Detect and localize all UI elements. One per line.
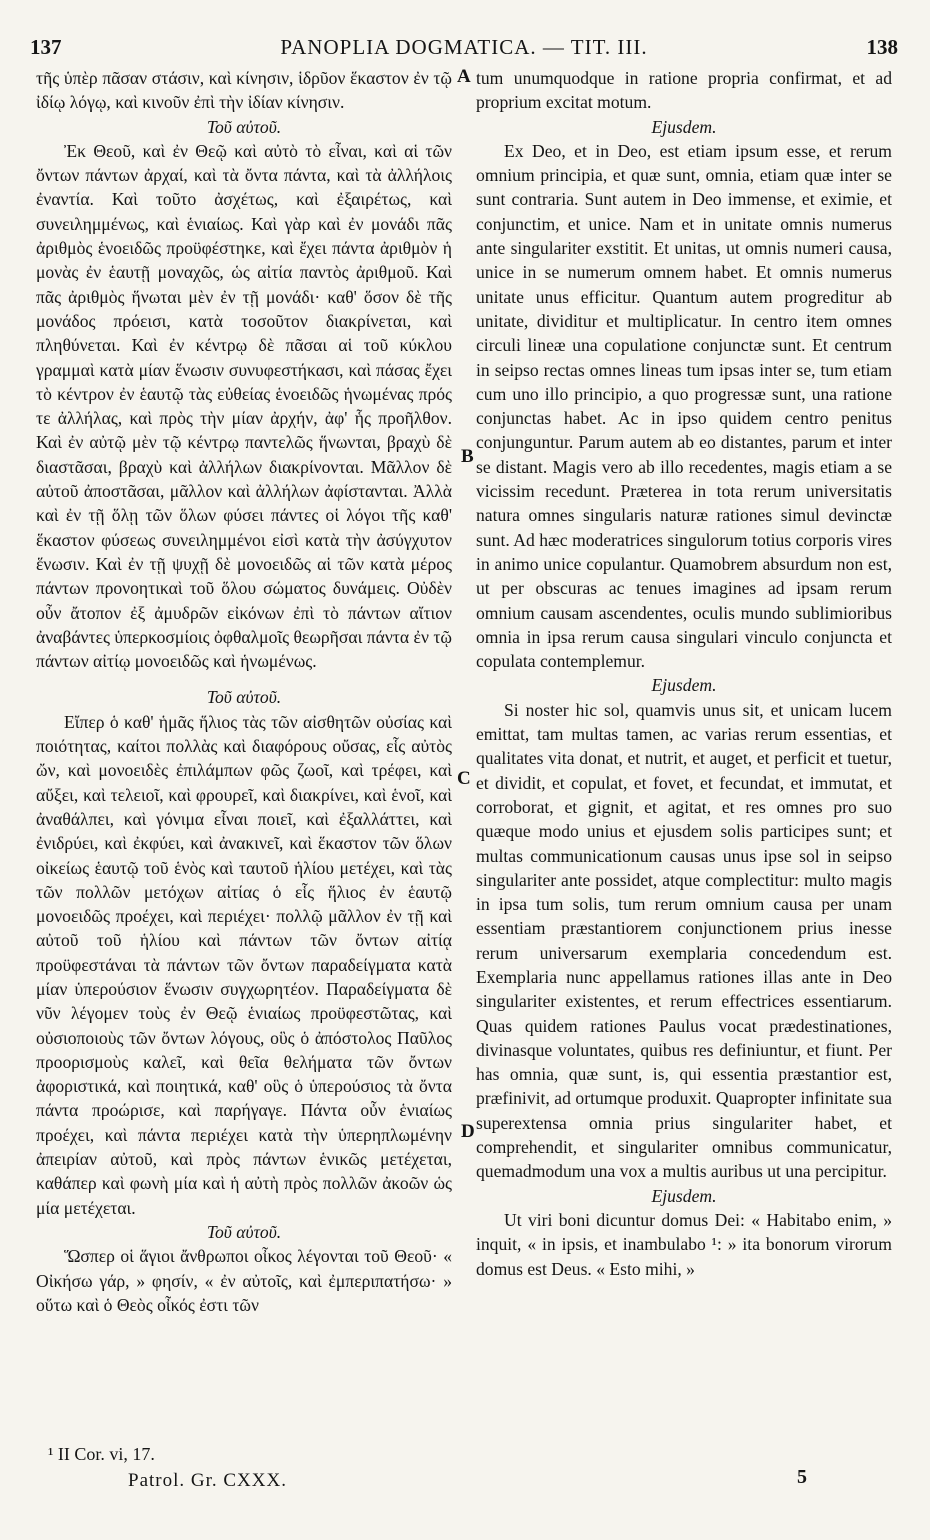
- latin-section-heading: Ejusdem.: [651, 675, 717, 696]
- greek-section-heading: Τοῦ αὐτοῦ.: [206, 116, 282, 137]
- greek-paragraph: Εἴπερ ὁ καθ' ἡμᾶς ἥλιος τὰς τῶν αἰσθητῶν οὐσίας καὶ ποιότητας, καίτοι πολλὰς καὶ διαφόρους οὔσας, εἷς αὐτὸς ὤν, καὶ μονοειδὲς ἐπιλάμπων φῶς ζωοῖ, καὶ τρέφει, καὶ αὔξει, καὶ τελειοῖ, καὶ φρουρεῖ, καὶ διακρίνει, καὶ ἑνοῖ, καὶ ἀναθάλπει, καὶ γόνιμα εἶναι ποιεῖ, καὶ ἐξαλλάττει, καὶ ἐνιδρύει, καὶ ἐκφύει, καὶ ἀνακινεῖ, καὶ ἕκαστον τῶν ὅλων οἰκείως ἑαυτῷ τοῦ ἑνὸς καὶ ταυτοῦ ἡλίου μετέχει, καὶ τὰς τῶν πολλῶν μετόχων αἰτίας ὁ εἷς ἥλιος ἐν ἑαυτῷ μονοειδῶς προέχει, καὶ περιέχει· πολλῷ μᾶλλον ἐν τῇ καὶ αὐτοῦ τοῦ ἡλίου καὶ πάντων τῶν ὄντων αἰτίᾳ προϋφεστάναι τὰ πάντων τῶν ὄντων παραδείγματα κατὰ μίαν ὑπερούσιον ἕνωσιν συγχωρητέον. Παραδείγματα δὲ νῦν λέγομεν τοὺς ἐν Θεῷ ἑνιαίως προϋφεστῶτας, καὶ οὐσιοποιοὺς τῶν ὄντων λόγους, οὓς ὁ ἀπόστολος Παῦλος προορισμοὺς καλεῖ, καὶ θεῖα θελήματα τῶν ὄντων ἀφοριστικά, καὶ ποιητικά, καθ' οὓς ὁ ὑπερούσιος τὰ ὄντα πάντα προώρισε, καὶ παρήγαγε. Πάντα οὖν ἑνιαίως προέχει, καὶ πάντα περιέχει κατὰ τὴν ὑπερηπλωμένην ἀπειρίαν αὐτοῦ, καὶ πρὸς πάντων ἑνικῶς μετέχεται, καθάπερ καὶ φωνὴ μία καὶ ἡ αὐτὴ πρὸς πολλῶν ἀκοῶν ὡς μία μετέχεται.: [36, 711, 452, 1218]
- running-title: PANOPLIA DOGMATICA. — TIT. III.: [280, 35, 648, 59]
- greek-paragraph: τῆς ὑπὲρ πᾶσαν στάσιν, καὶ κίνησιν, ἱδρῦον ἕκαστον ἐν τῷ ἰδίῳ λόγῳ, καὶ κινοῦν ἐπὶ τὴν ἰδίαν κίνησιν.: [36, 68, 452, 113]
- footnote: ¹ II Cor. vi, 17.: [48, 1444, 155, 1464]
- footer-sheet-number: 5: [797, 1466, 807, 1488]
- running-header: [30, 32, 898, 66]
- greek-column: [36, 66, 452, 1317]
- latin-paragraph: tum unumquodque in ratione propria confirmat, et ad proprium excitat motum.: [476, 68, 892, 113]
- latin-paragraph: Ex Deo, et in Deo, est etiam ipsum esse, et rerum omnium principia, et quæ sunt, omnia, etiam quæ inter se sunt contraria. Sunt autem in Deo immense, et eximie, et conjunctim, et unice. Nam et in unitate omnis numerus ante singulariter exstitit. Et unitas, ut omnis numeri causa, unice in se numerum omnem habet. Et omnis numerus unitate unus efficitur. Quantum autem progreditur ab unitate, dividitur et multiplicatur. In centro item omnes circuli lineæ una copulatione conjunctæ sunt. Et centrum in seipso rectas omnes lineas tum ipsas inter se, tum etiam cum uno illo principio, a quo progressæ sunt, una ratione conjunctas habet. Ac in ipso quidem centro penitus conjunguntur. Parum autem ab eo distantes, parum et inter se distant. Magis vero ab illo recedentes, magis etiam a se vicissim recedunt. Præterea in tota rerum universitatis natura omnes singularis naturæ rationes simul devinctæ sunt. Ad hæc moderatrices singulorum totius corporis vires in animo unice copulantur. Quamobrem absurdum non est, ut per obscuras ac tenues imagines ad ipsam rerum omnium causam ascendentes, oculis mundo sublimioribus omnia in ipsa rerum causa singulari vinculo conjuncta et copulata contemplemur.: [476, 140, 892, 672]
- latin-paragraph: Ut viri boni dicuntur domus Dei: « Habitabo enim, » inquit, « in ipsis, et inambulabo ¹: » ita bonorum virorum domus est Deus. « Esto mihi, »: [476, 1209, 892, 1279]
- margin-marker-c: C: [457, 768, 471, 789]
- latin-section-heading: Ejusdem.: [651, 1185, 717, 1206]
- page-number-left: 137: [30, 35, 62, 59]
- greek-section-heading: Τοῦ αὐτοῦ.: [206, 1221, 282, 1242]
- greek-paragraph: Ἐκ Θεοῦ, καὶ ἐν Θεῷ καὶ αὐτὸ τὸ εἶναι, καὶ αἱ τῶν ὄντων πάντων ἀρχαί, καὶ τὰ ὄντα πάντα, καὶ τὰ ἀλλήλοις ἐναντία. Καὶ τοῦτο ἀσχέτως, καὶ ἐξαιρέτως, καὶ συνειλημμένως, καὶ ἑνιαίως. Καὶ γὰρ καὶ ἐν μονάδι πᾶς ἀριθμὸς ἑνοειδῶς προϋφέστηκε, καὶ ἔχει πάντα ἀριθμὸν ἡ μονὰς ἐν ἑαυτῇ μοναχῶς, ὡς αἰτία παντὸς ἀριθμοῦ. Καὶ πᾶς ἀριθμὸς ἥνωται μὲν ἐν τῇ μονάδι· καθ' ὅσον δὲ τῆς μονάδος πρόεισι, κατὰ τοσοῦτον διακρίνεται, καὶ πληθύνεται. Καὶ ἐν κέντρῳ δὲ πᾶσαι αἱ τοῦ κύκλου γραμμαὶ κατὰ μίαν ἕνωσιν συνυφεστήκασι, καὶ πάσας ἔχει τὸ κέντρον ἐν ἑαυτῷ τὰς εὐθείας ἑνοειδῶς ἡνωμένας πρός τε ἀλλήλας, καὶ πρὸς τὴν μίαν ἀρχήν, ἀφ' ἧς προῆλθον. Καὶ ἐν αὐτῷ μὲν τῷ κέντρῳ παντελῶς ἥνωνται, βραχὺ δὲ διαστᾶσαι, βραχὺ καὶ ἀλλήλων διακρίνονται. Μᾶλλον δὲ αὐτοῦ ἀποστᾶσαι, μᾶλλον καὶ ἀλλήλων ἀφίστανται. Ἀλλὰ καὶ ἐν τῇ ὅλῃ τῶν ὅλων φύσει πάντες οἱ λόγοι τῆς καθ' ἕκαστον φύσεως συνειλημμένοι εἰσὶ κατὰ τὴν ἀσύγχυτον ἕνωσιν. Καὶ ἐν τῇ ψυχῇ δὲ μονοειδῶς αἱ τῶν κατὰ μέρος πάντων προνοητικαὶ τοῦ ὅλου σώματος δυνάμεις. Οὐδὲν οὖν ἄτοπον ἐξ ἀμυδρῶν εἰκόνων ἐπὶ τὸ πάντων αἴτιον ἀναβάντες ὑπερκοσμίοις ὀφθαλμοῖς θεωρῆσαι πάντα ἐν τῷ πάντων αἰτίῳ μονοειδῶς καὶ ἡνωμένως.: [36, 140, 452, 672]
- margin-marker-d: D: [461, 1121, 475, 1142]
- greek-section-heading: Τοῦ αὐτοῦ.: [206, 687, 282, 708]
- latin-section-heading: Ejusdem.: [651, 116, 717, 137]
- latin-paragraph: Si noster hic sol, quamvis unus sit, et unicam lucem emittat, tam multas tamen, ac varias rerum essentias, et qualitates vita donat, et nutrit, et auget, et perficit et tuetur, et dividit, et copulat, et fovet, et fecundat, et immutat, et corroborat, et gignit, et agitat, et res omnes pro suo quæque modo unius et ejusdem solis participes sunt; et multas communicationum causas unus ipse sol in seipso singulariter ante possidet, atque complectitur: multo magis in ipsa tum solis, tum rerum omnium causa per unam essentiam præstantiorem conjunctionem prius inesse rerum universarum exemplaria concedendum est. Exemplaria nunc appellamus rationes illas ante in Deo singulariter existentes, et rerum effectrices essentiarum. Quas quidem rationes Paulus vocat prædestinationes, divinasque voluntates, quibus res definiuntur, et fiunt. Per has omnia, quæ sunt, is, qui essentia præstantior est, præfinivit, ad ortumque produxit. Quapropter infinitate sua superextensa omnia prius singulariter habet, et comprehendit, et singulariter omnibus communicatur, quemadmodum una vox a multis auribus ut una percipitur.: [476, 699, 892, 1182]
- latin-column: [476, 66, 892, 1281]
- greek-paragraph: Ὥσπερ οἱ ἅγιοι ἄνθρωποι οἶκος λέγονται τοῦ Θεοῦ· « Οἰκήσω γάρ, » φησίν, « ἐν αὐτοῖς, καὶ ἐμπεριπατήσω· » οὕτω καὶ ὁ Θεὸς οἶκός ἐστι τῶν: [36, 1246, 452, 1315]
- margin-marker-a: A: [457, 66, 471, 87]
- footer-signature: Patrol. Gr. CXXX.: [128, 1470, 287, 1491]
- margin-marker-b: B: [461, 446, 474, 467]
- page-number-right: 138: [866, 35, 898, 59]
